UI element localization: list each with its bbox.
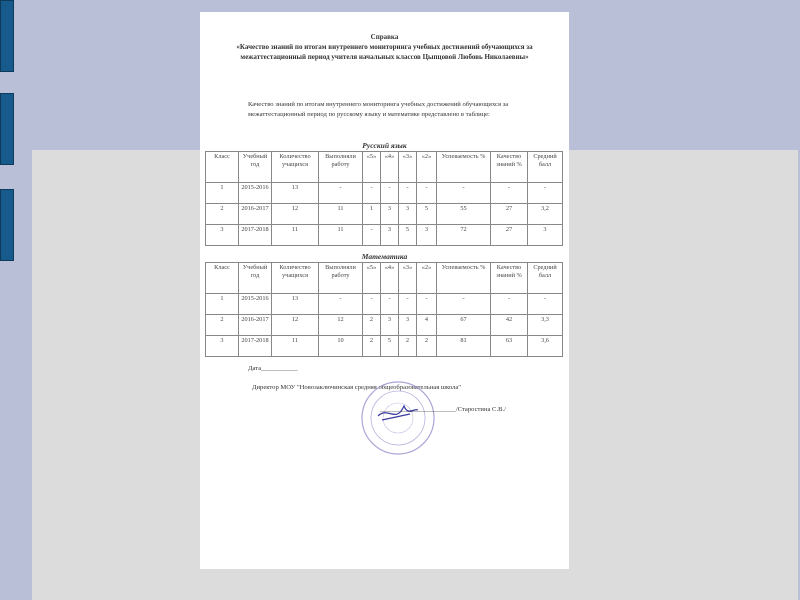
table-caption-math: Математика (361, 252, 408, 261)
table-cell: 2017-2018 (239, 336, 272, 357)
document-heading (200, 32, 569, 62)
table-cell: 42 (491, 315, 528, 336)
table-cell: 81 (437, 336, 491, 357)
column-header: «4» (381, 152, 399, 183)
table-cell: 55 (437, 204, 491, 225)
table-cell: 13 (272, 294, 319, 315)
table-cell: 11 (319, 225, 363, 246)
table-cell: 27 (491, 204, 528, 225)
document-subtitle: «Качество знаний по итогам внутреннего мониторинга учебных достижений обучающихся за межаттестационный период учителя начальных классов Цыпцовой Любовь Николаевны» (236, 43, 533, 61)
table-cell: - (528, 294, 563, 315)
table-cell: 13 (272, 183, 319, 204)
table-cell: - (319, 183, 363, 204)
table-cell: 4 (417, 315, 437, 336)
table-cell: 3,2 (528, 204, 563, 225)
column-header: «2» (417, 152, 437, 183)
column-header: «5» (363, 263, 381, 294)
table-cell: 2 (417, 336, 437, 357)
intro-paragraph: Качество знаний по итогам внутреннего мониторинга учебных достижений обучающихся за межаттестационный период по русскому языку и математике представлено в таблице: (248, 101, 509, 118)
slide-decoration-bar (0, 0, 14, 72)
table-cell: 2016-2017 (239, 204, 272, 225)
table-cell: 1 (363, 204, 381, 225)
slide-decoration-bar (0, 93, 14, 165)
table-cell: 3 (399, 204, 417, 225)
column-header: Выполняли работу (319, 152, 363, 183)
table-row (206, 315, 563, 336)
table-cell: 72 (437, 225, 491, 246)
table-cell: - (399, 183, 417, 204)
table-caption-russian: Русский язык (362, 141, 407, 150)
column-header: Успеваемость % (437, 152, 491, 183)
table-cell: 1 (206, 294, 239, 315)
table-cell: - (437, 183, 491, 204)
table-cell: 2 (206, 204, 239, 225)
table-cell: 2015-2016 (239, 294, 272, 315)
math-results-table (205, 262, 563, 357)
table-row (206, 336, 563, 357)
table-cell: - (491, 183, 528, 204)
table-cell: 11 (272, 225, 319, 246)
column-header: Количество учащихся (272, 263, 319, 294)
column-header: Качество знаний % (491, 152, 528, 183)
russian-results-table (205, 151, 563, 246)
table-cell: 5 (399, 225, 417, 246)
table-cell: 2 (363, 336, 381, 357)
table-cell: 3 (206, 225, 239, 246)
column-header: Учебный год (239, 152, 272, 183)
table-row (206, 204, 563, 225)
table-cell: - (363, 225, 381, 246)
table-cell: 63 (491, 336, 528, 357)
column-header: «3» (399, 263, 417, 294)
table-cell: 12 (272, 315, 319, 336)
table-cell: 3,6 (528, 336, 563, 357)
table-cell: 3,3 (528, 315, 563, 336)
table-cell: 3 (381, 315, 399, 336)
table-cell: 2 (363, 315, 381, 336)
table-cell: 10 (319, 336, 363, 357)
table-cell: 11 (272, 336, 319, 357)
table-cell: 27 (491, 225, 528, 246)
table-row (206, 183, 563, 204)
table-cell: 12 (272, 204, 319, 225)
column-header: «2» (417, 263, 437, 294)
column-header: Успеваемость % (437, 263, 491, 294)
column-header: Средний балл (528, 263, 563, 294)
table-cell: - (437, 294, 491, 315)
table-cell: - (363, 183, 381, 204)
table-cell: 5 (417, 204, 437, 225)
column-header: Количество учащихся (272, 152, 319, 183)
table-cell: 3 (381, 225, 399, 246)
table-cell: 5 (381, 336, 399, 357)
scanned-document (200, 12, 569, 569)
column-header: «4» (381, 263, 399, 294)
table-cell: 3 (528, 225, 563, 246)
table-cell: 3 (206, 336, 239, 357)
slide-decoration-bar (0, 189, 14, 261)
table-cell: 2015-2016 (239, 183, 272, 204)
table-cell: 2 (206, 315, 239, 336)
table-cell: - (319, 294, 363, 315)
table-cell: - (491, 294, 528, 315)
table-cell: 3 (399, 315, 417, 336)
table-cell: 12 (319, 315, 363, 336)
table-cell: - (399, 294, 417, 315)
table-row (206, 294, 563, 315)
column-header: Класс (206, 152, 239, 183)
table-cell: 11 (319, 204, 363, 225)
table-cell: 1 (206, 183, 239, 204)
table-header-row (206, 152, 563, 183)
signature-line: _______________________/Старостина С.В./ (380, 406, 506, 413)
table-cell: - (363, 294, 381, 315)
table-cell: - (381, 183, 399, 204)
document-title: Справка (370, 33, 399, 41)
column-header: «5» (363, 152, 381, 183)
table-cell: 3 (417, 225, 437, 246)
school-stamp (360, 380, 436, 456)
table-cell: 2017-2018 (239, 225, 272, 246)
table-cell: 67 (437, 315, 491, 336)
table-cell: - (381, 294, 399, 315)
table-cell: - (417, 294, 437, 315)
table-cell: 3 (381, 204, 399, 225)
table-header-row (206, 263, 563, 294)
table-cell: - (417, 183, 437, 204)
table-cell: 2 (399, 336, 417, 357)
table-cell: 2016-2017 (239, 315, 272, 336)
table-cell: - (528, 183, 563, 204)
column-header: Выполняли работу (319, 263, 363, 294)
table-row (206, 225, 563, 246)
column-header: Средний балл (528, 152, 563, 183)
director-line: Директор МОУ "Новозаключинская средняя общеобразовательная школа" (252, 384, 461, 391)
column-header: Качество знаний % (491, 263, 528, 294)
column-header: Класс (206, 263, 239, 294)
column-header: «3» (399, 152, 417, 183)
column-header: Учебный год (239, 263, 272, 294)
date-field: Дата___________ (248, 365, 298, 372)
